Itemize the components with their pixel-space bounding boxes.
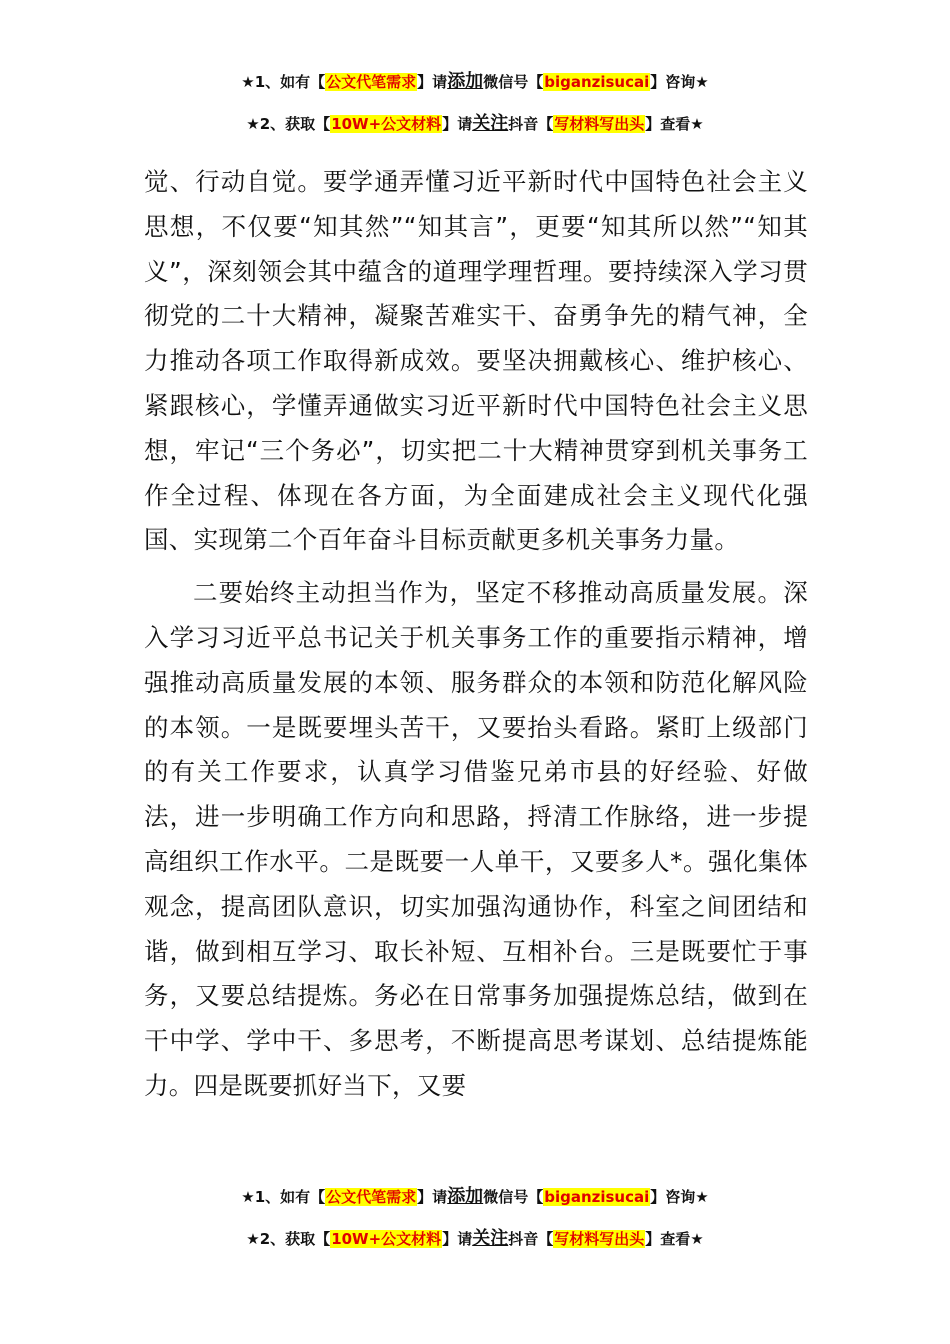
banner-line-2 (0, 113, 950, 135)
banner-text: 】查看★ (645, 115, 704, 133)
highlight-wechat-id: biganzisucai (544, 1188, 650, 1206)
banner-text: 】请 (417, 73, 448, 91)
highlight-materials: 10W+公文材料 (331, 115, 442, 133)
banner-text: 】查看★ (645, 1230, 704, 1248)
banner-text: 抖音【 (508, 115, 554, 133)
paragraph-2: 二要始终主动担当作为，坚定不移推动高质量发展。深入学习习近平总书记关于机关事务工作的重要指示精神，增强推动高质量发展的本领、服务群众的本领和防范化解风险的本领。一是既要埋头苦干，又要抬头看路。紧盯上级部门的有关工作要求，认真学习借鉴兄弟市县的好经验、好做法，进一步明确工作方向和思路，捋清工作脉络，进一步提高组织工作水平。二是既要一人单干，又要多人*。强化集体观念，提高团队意识，切实加强沟通协作，科室之间团结和谐，做到相互学习、取长补短、互相补台。三是既要忙于事务，又要总结提炼。务必在日常事务加强提炼总结，做到在干中学、学中干、多思考，不断提高思考谋划、总结提炼能力。四是既要抓好当下，又要 (144, 578, 808, 1100)
paragraph-1: 觉、行动自觉。要学通弄懂习近平新时代中国特色社会主义思想，不仅要“知其然”“知其言”，更要“知其所以然”“知其义”，深刻领会其中蕴含的道理学理哲理。要持续深入学习贯彻党的二十大精神，凝聚苦难实干、奋勇争先的精气神，全力推动各项工作取得新成效。要坚决拥戴核心、维护核心、紧跟核心，学懂弄通做实习近平新时代中国特色社会主义思想，牢记“三个务必”，切实把二十大精神贯穿到机关事务工作全过程、体现在各方面，为全面建成社会主义现代化强国、实现第二个百年奋斗目标贡献更多机关事务力量。 (144, 167, 808, 555)
banner-text: 微信号【 (483, 1188, 544, 1206)
banner-text: ★1、如有【 (241, 1188, 326, 1206)
banner-line-1 (0, 1186, 950, 1208)
bottom-banner (0, 1186, 950, 1250)
underlined-add: 添加 (447, 71, 484, 92)
highlight-douyin-account: 写材料写出头 (554, 1230, 645, 1248)
banner-text: 】请 (442, 1230, 473, 1248)
document-body (144, 160, 808, 1109)
banner-text: ★1、如有【 (241, 73, 326, 91)
highlight-materials: 10W+公文材料 (331, 1230, 442, 1248)
highlight-writing-service: 公文代笔需求 (326, 73, 417, 91)
banner-text: 】咨询★ (650, 73, 709, 91)
highlight-douyin-account: 写材料写出头 (554, 115, 645, 133)
banner-text: 】请 (442, 115, 473, 133)
underlined-follow: 关注 (472, 113, 509, 134)
banner-text: 抖音【 (508, 1230, 554, 1248)
highlight-wechat-id: biganzisucai (544, 73, 650, 91)
banner-text: 微信号【 (483, 73, 544, 91)
top-banner (0, 71, 950, 135)
banner-text: ★2、获取【 (246, 115, 331, 133)
underlined-follow: 关注 (472, 1228, 509, 1249)
banner-text: 】请 (417, 1188, 448, 1206)
banner-text: 】咨询★ (650, 1188, 709, 1206)
banner-line-2 (0, 1228, 950, 1250)
banner-text: ★2、获取【 (246, 1230, 331, 1248)
banner-line-1 (0, 71, 950, 93)
underlined-add: 添加 (447, 1186, 484, 1207)
highlight-writing-service: 公文代笔需求 (326, 1188, 417, 1206)
